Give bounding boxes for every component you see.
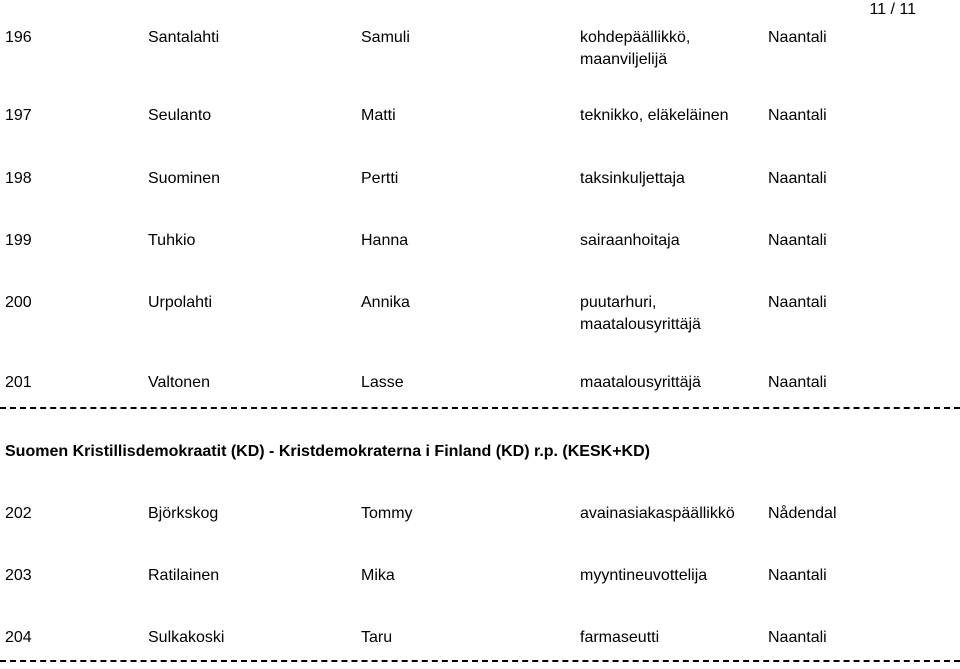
candidate-number: 201 [5,374,32,391]
candidate-occupation [580,168,685,190]
candidate-last-name: Suominen [148,170,221,187]
candidate-city: Naantali [768,107,827,124]
candidate-occupation [580,372,701,394]
occupation-line: myyntineuvottelija [580,567,708,584]
candidate-number: 200 [5,294,32,311]
occupation-line: avainasiakaspäällikkö [580,505,735,522]
occupation-line: taksinkuljettaja [580,170,685,187]
candidate-last-name: Seulanto [148,107,212,124]
occupation-line: teknikko, eläkeläinen [580,107,729,124]
occupation-line: kohdepäällikkö, [580,29,691,46]
candidate-occupation [580,565,707,587]
candidate-last-name: Tuhkio [148,232,196,249]
candidate-last-name: Valtonen [148,374,210,391]
candidate-first-name: Mika [361,567,395,584]
section-divider [0,660,960,662]
candidate-city: Naantali [768,232,827,249]
party-heading: Suomen Kristillisdemokraatit (KD) - Kristdemokraterna i Finland (KD) r.p. (KESK+KD) [5,443,650,460]
occupation-line: maatalousyrittäjä [580,374,701,391]
candidate-last-name: Ratilainen [148,567,220,584]
occupation-line: maatalousyrittäjä [580,316,701,333]
candidate-first-name: Taru [361,629,393,646]
candidate-occupation [580,230,680,252]
candidate-city: Naantali [768,567,827,584]
candidate-first-name: Annika [361,294,410,311]
occupation-line: sairaanhoitaja [580,232,680,249]
candidate-occupation [580,627,659,649]
occupation-line: farmaseutti [580,629,660,646]
candidate-first-name: Hanna [361,232,409,249]
candidate-city: Nådendal [768,505,837,522]
candidate-occupation [580,503,735,525]
candidate-occupation [580,105,729,127]
occupation-line: maanviljelijä [580,51,668,68]
candidate-number: 203 [5,567,32,584]
candidate-first-name: Samuli [361,29,410,46]
candidate-last-name: Urpolahti [148,294,213,311]
candidate-city: Naantali [768,374,827,391]
candidate-number: 199 [5,232,32,249]
candidate-occupation [580,27,690,71]
candidate-number: 202 [5,505,32,522]
candidate-number: 197 [5,107,32,124]
candidate-city: Naantali [768,170,827,187]
candidate-first-name: Matti [361,107,396,124]
candidate-last-name: Björkskog [148,505,219,522]
candidate-number: 198 [5,170,32,187]
candidate-occupation [580,292,701,336]
candidate-last-name: Sulkakoski [148,629,225,646]
candidate-city: Naantali [768,629,827,646]
occupation-line: puutarhuri, [580,294,657,311]
section-divider [0,407,960,409]
candidate-last-name: Santalahti [148,29,220,46]
candidate-city: Naantali [768,294,827,311]
page-number: 11 / 11 [869,1,916,18]
candidate-city: Naantali [768,29,827,46]
candidate-first-name: Pertti [361,170,399,187]
candidate-first-name: Lasse [361,374,404,391]
candidate-number: 196 [5,29,32,46]
candidate-number: 204 [5,629,32,646]
candidate-first-name: Tommy [361,505,413,522]
